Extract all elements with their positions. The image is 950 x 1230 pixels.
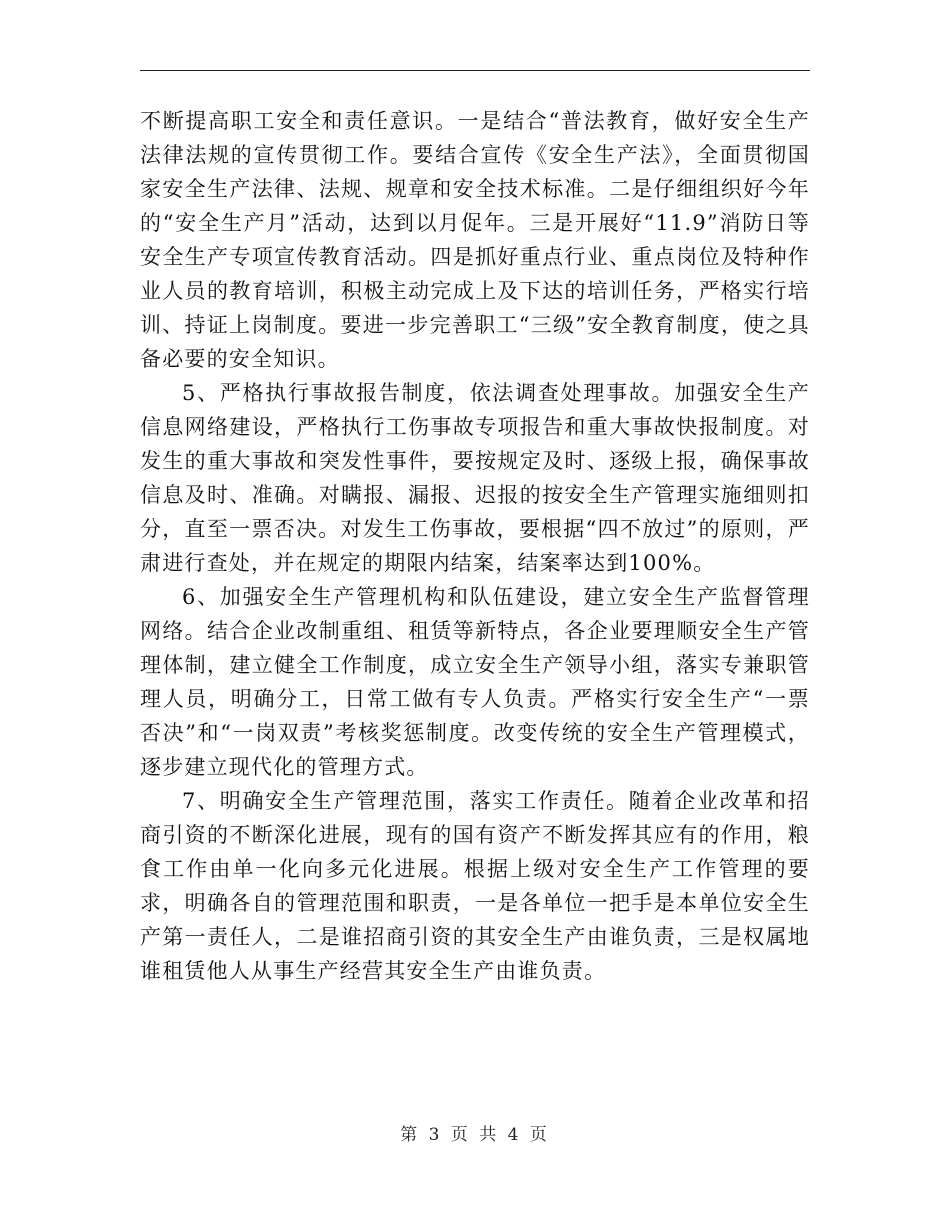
paragraph-4: 7、明确安全生产管理范围，落实工作责任。随着企业改革和招商引资的不断深化进展，现有的国有资产不断发挥其应有的作用，粮食工作由单一化向多元化进展。根据上级对安全生产工作管理的要求，明确各自的管理范围和职责，一是各单位一把手是本单位安全生产第一责任人，二是谁招商引资的其安全生产由谁负责，三是权属地谁租赁他人从事生产经营其安全生产由谁负责。	[140, 789, 810, 983]
paragraph-3: 6、加强安全生产管理机构和队伍建设，建立安全生产监督管理网络。结合企业改制重组、租赁等新特点，各企业要理顺安全生产管理体制，建立健全工作制度，成立安全生产领导小组，落实专兼职管理人员，明确分工，日常工做有专人负责。严格实行安全生产“一票否决”和“一岗双责”考核奖惩制度。改变传统的安全生产管理模式，逐步建立现代化的管理方式。	[140, 585, 810, 779]
page-footer: 第 3 页 共 4 页	[400, 1125, 550, 1145]
paragraph-1: 不断提高职工安全和责任意识。一是结合“普法教育，做好安全生产法律法规的宣传贯彻工作。要结合宣传《安全生产法》，全面贯彻国家安全生产法律、法规、规章和安全技术标准。二是仔细组织好今年的“安全生产月”活动，达到以月促年。三是开展好“11.9”消防日等安全生产专项宣传教育活动。四是抓好重点行业、重点岗位及特种作业人员的教育培训，积极主动完成上及下达的培训任务，严格实行培训、持证上岗制度。要进一步完善职工“三级”安全教育制度，使之具备必要的安全知识。	[140, 109, 810, 371]
paragraph-2: 5、严格执行事故报告制度，依法调查处理事故。加强安全生产信息网络建设，严格执行工伤事故专项报告和重大事故快报制度。对发生的重大事故和突发性事件，要按规定及时、逐级上报，确保事故信息及时、准确。对瞒报、漏报、迟报的按安全生产管理实施细则扣分，直至一票否决。对发生工伤事故，要根据“四不放过”的原则，严肃进行查处，并在规定的期限内结案，结案率达到100%。	[140, 381, 810, 575]
header-rule	[140, 70, 810, 71]
document-body	[140, 104, 810, 988]
